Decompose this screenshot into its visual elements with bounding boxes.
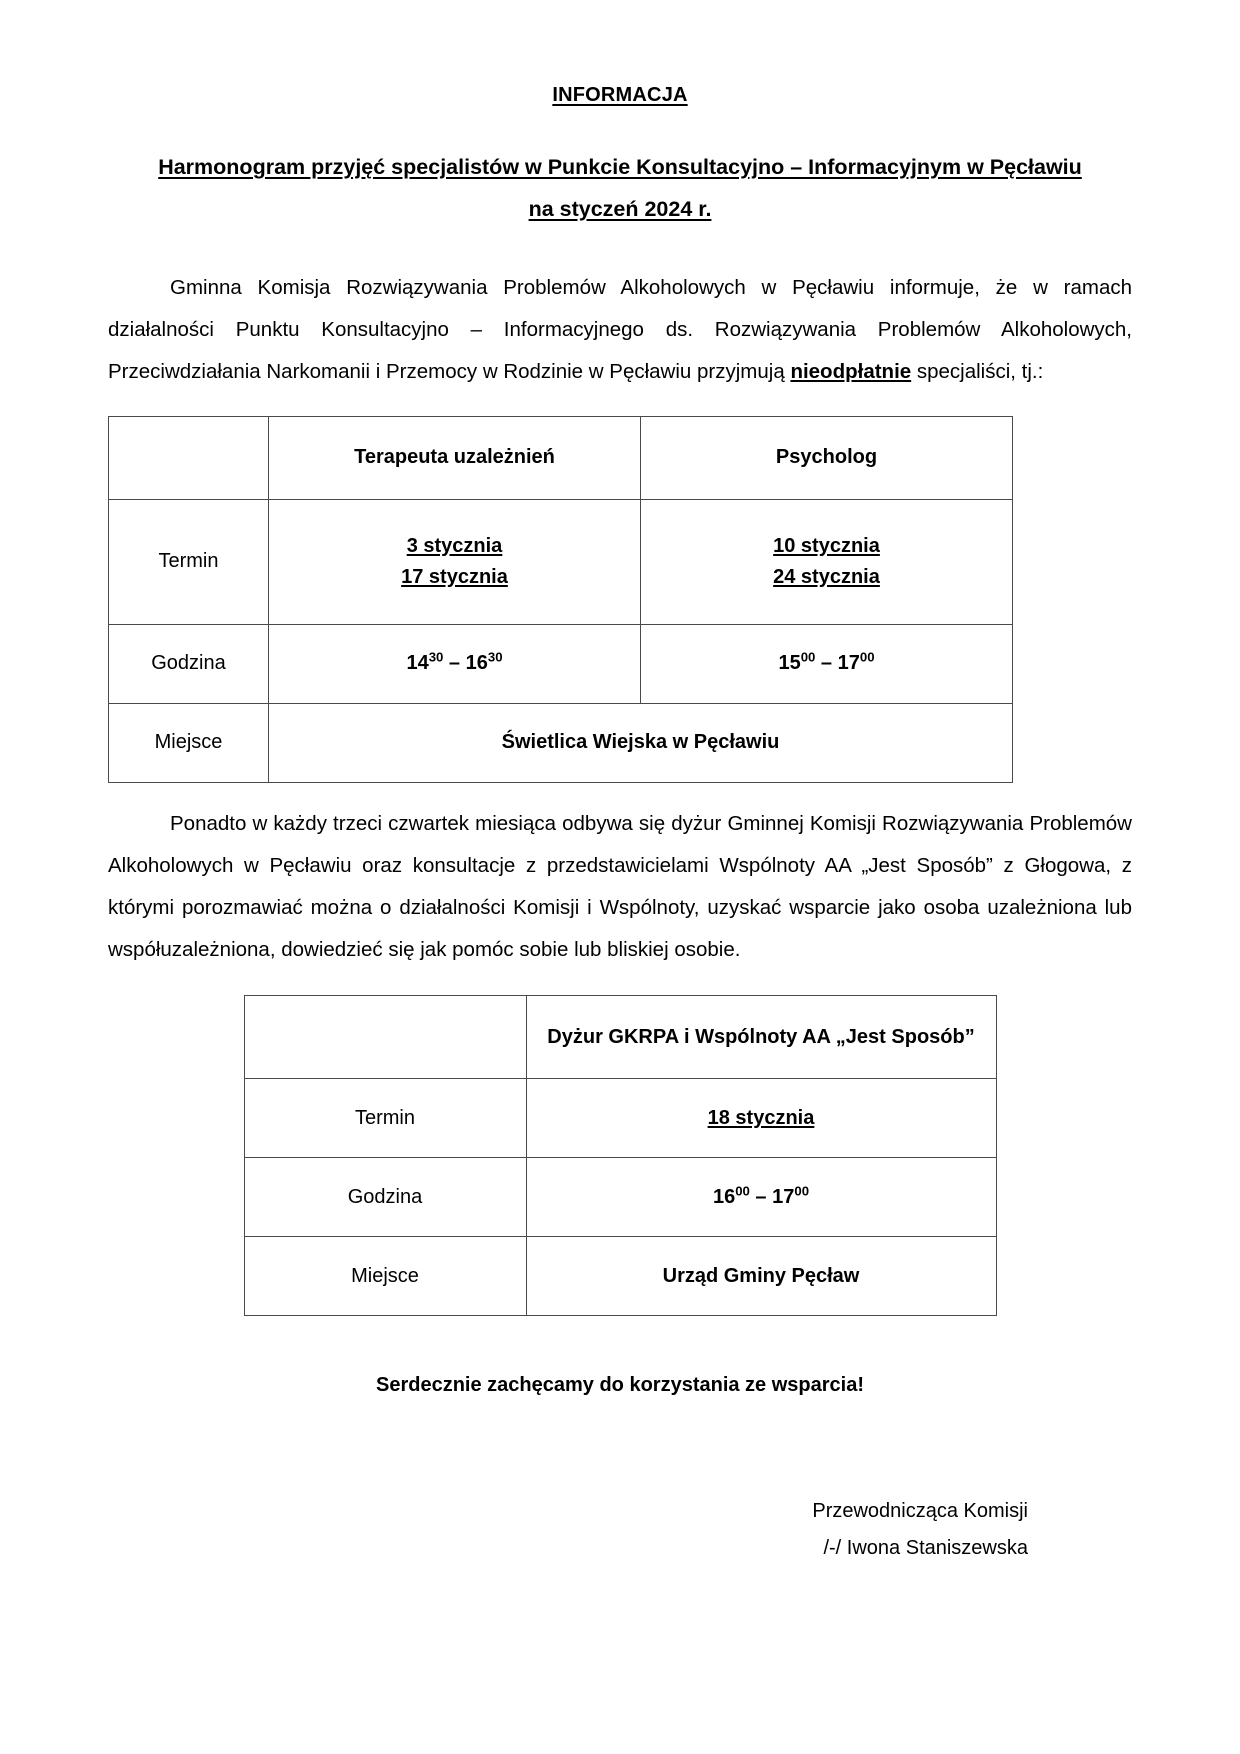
date-entry: 24 stycznia (773, 565, 880, 588)
specialists-corner-cell (109, 416, 269, 499)
subtitle-line-1: Harmonogram przyjęć specjalistów w Punkcie Konsultacyjno – Informacyjnym w Pęcławiu (158, 155, 1082, 179)
duty-corner-cell (244, 996, 526, 1079)
intro-paragraph-part-2: specjaliści, tj.: (911, 360, 1044, 384)
table-row-header (244, 996, 996, 1079)
time-dash: – (443, 652, 466, 674)
time-to-minutes: 00 (859, 649, 875, 665)
time-from-minutes: 00 (735, 1183, 750, 1199)
specialists-schedule-table (108, 416, 1013, 783)
time-from-minutes: 00 (800, 649, 816, 665)
duty-termin-value (526, 1079, 996, 1158)
specialists-row-label-termin: Termin (109, 499, 269, 624)
intro-paragraph (108, 267, 1132, 394)
document-subtitle (108, 147, 1132, 231)
duty-row-label-miejsce: Miejsce (244, 1237, 526, 1316)
duty-column-header: Dyżur GKRPA i Wspólnoty AA „Jest Sposób” (526, 996, 996, 1079)
time-to-hour: 17 (772, 1185, 795, 1208)
signature-block (108, 1493, 1132, 1567)
specialists-termin-psycholog (641, 499, 1013, 624)
subtitle-line-2: na styczeń 2024 r. (528, 196, 712, 221)
specialists-godzina-terapeuta (269, 624, 641, 703)
table-row (244, 1237, 996, 1316)
signature-role: Przewodnicząca Komisji (812, 1500, 1028, 1523)
specialists-column-psycholog: Psycholog (641, 416, 1013, 499)
time-from-hour: 16 (712, 1185, 736, 1208)
table-row (244, 1158, 996, 1237)
duty-row-label-godzina: Godzina (244, 1158, 526, 1237)
table-row-header (109, 416, 1013, 499)
date-entry: 3 stycznia (406, 534, 503, 557)
duty-paragraph-text: Ponadto w każdy trzeci czwartek miesiąca odbywa się dyżur Gminnej Komisji Rozwiązywania Problemów Alkoholowych w Pęcławiu oraz konsultacje z przedstawicielami Wspólnoty AA „Jest Sposób” z Głogowa, z którymi porozmawiać można o działalności Komisji i Wspólnoty, uzyskać wsparcie jako osoba uzależniona lub współuzależniona, dowiedzieć się jak pomóc sobie lub bliskiej osobie. (108, 811, 1132, 962)
specialists-godzina-psycholog (641, 624, 1013, 703)
time-dash: – (815, 652, 838, 674)
time-from-hour: 15 (778, 652, 801, 674)
specialists-termin-terapeuta (269, 499, 641, 624)
table-row (109, 703, 1013, 782)
closing-encouragement: Serdecznie zachęcamy do korzystania ze wsparcia! (376, 1374, 864, 1397)
table-row (244, 1079, 996, 1158)
specialists-column-terapeuta: Terapeuta uzależnień (269, 416, 641, 499)
time-to-hour: 17 (837, 652, 860, 674)
duty-godzina-value (526, 1158, 996, 1237)
date-entry: 18 stycznia (707, 1106, 815, 1129)
intro-paragraph-part-1: Gminna Komisja Rozwiązywania Problemów Alkoholowych w Pęcławiu informuje, że w ramach działalności Punktu Konsultacyjno – Informacyjnego ds. Rozwiązywania Problemów Alkoholowych, Przeciwdziałania Narkomanii i Przemocy w Rodzinie w Pęcławiu przyjmują (108, 275, 1132, 384)
duty-paragraph (108, 803, 1132, 972)
time-to-hour: 16 (465, 652, 488, 674)
time-from-hour: 14 (406, 652, 429, 674)
specialists-miejsce-value: Świetlica Wiejska w Pęcławiu (269, 703, 1013, 782)
signature-name: /-/ Iwona Staniszewska (823, 1537, 1028, 1560)
duty-row-label-termin: Termin (244, 1079, 526, 1158)
page-title: INFORMACJA (552, 84, 688, 106)
specialists-row-label-miejsce: Miejsce (109, 703, 269, 782)
time-to-minutes: 30 (487, 649, 503, 665)
duty-miejsce-value: Urząd Gminy Pęcław (526, 1237, 996, 1316)
duty-schedule-table (244, 995, 997, 1316)
table-row (109, 624, 1013, 703)
specialists-row-label-godzina: Godzina (109, 624, 269, 703)
time-dash: – (749, 1185, 773, 1208)
date-entry: 17 stycznia (401, 565, 508, 588)
intro-paragraph-emphasis: nieodpłatnie (790, 360, 912, 384)
time-from-minutes: 30 (428, 649, 444, 665)
time-to-minutes: 00 (794, 1183, 810, 1199)
date-entry: 10 stycznia (773, 534, 880, 557)
table-row (109, 499, 1013, 624)
